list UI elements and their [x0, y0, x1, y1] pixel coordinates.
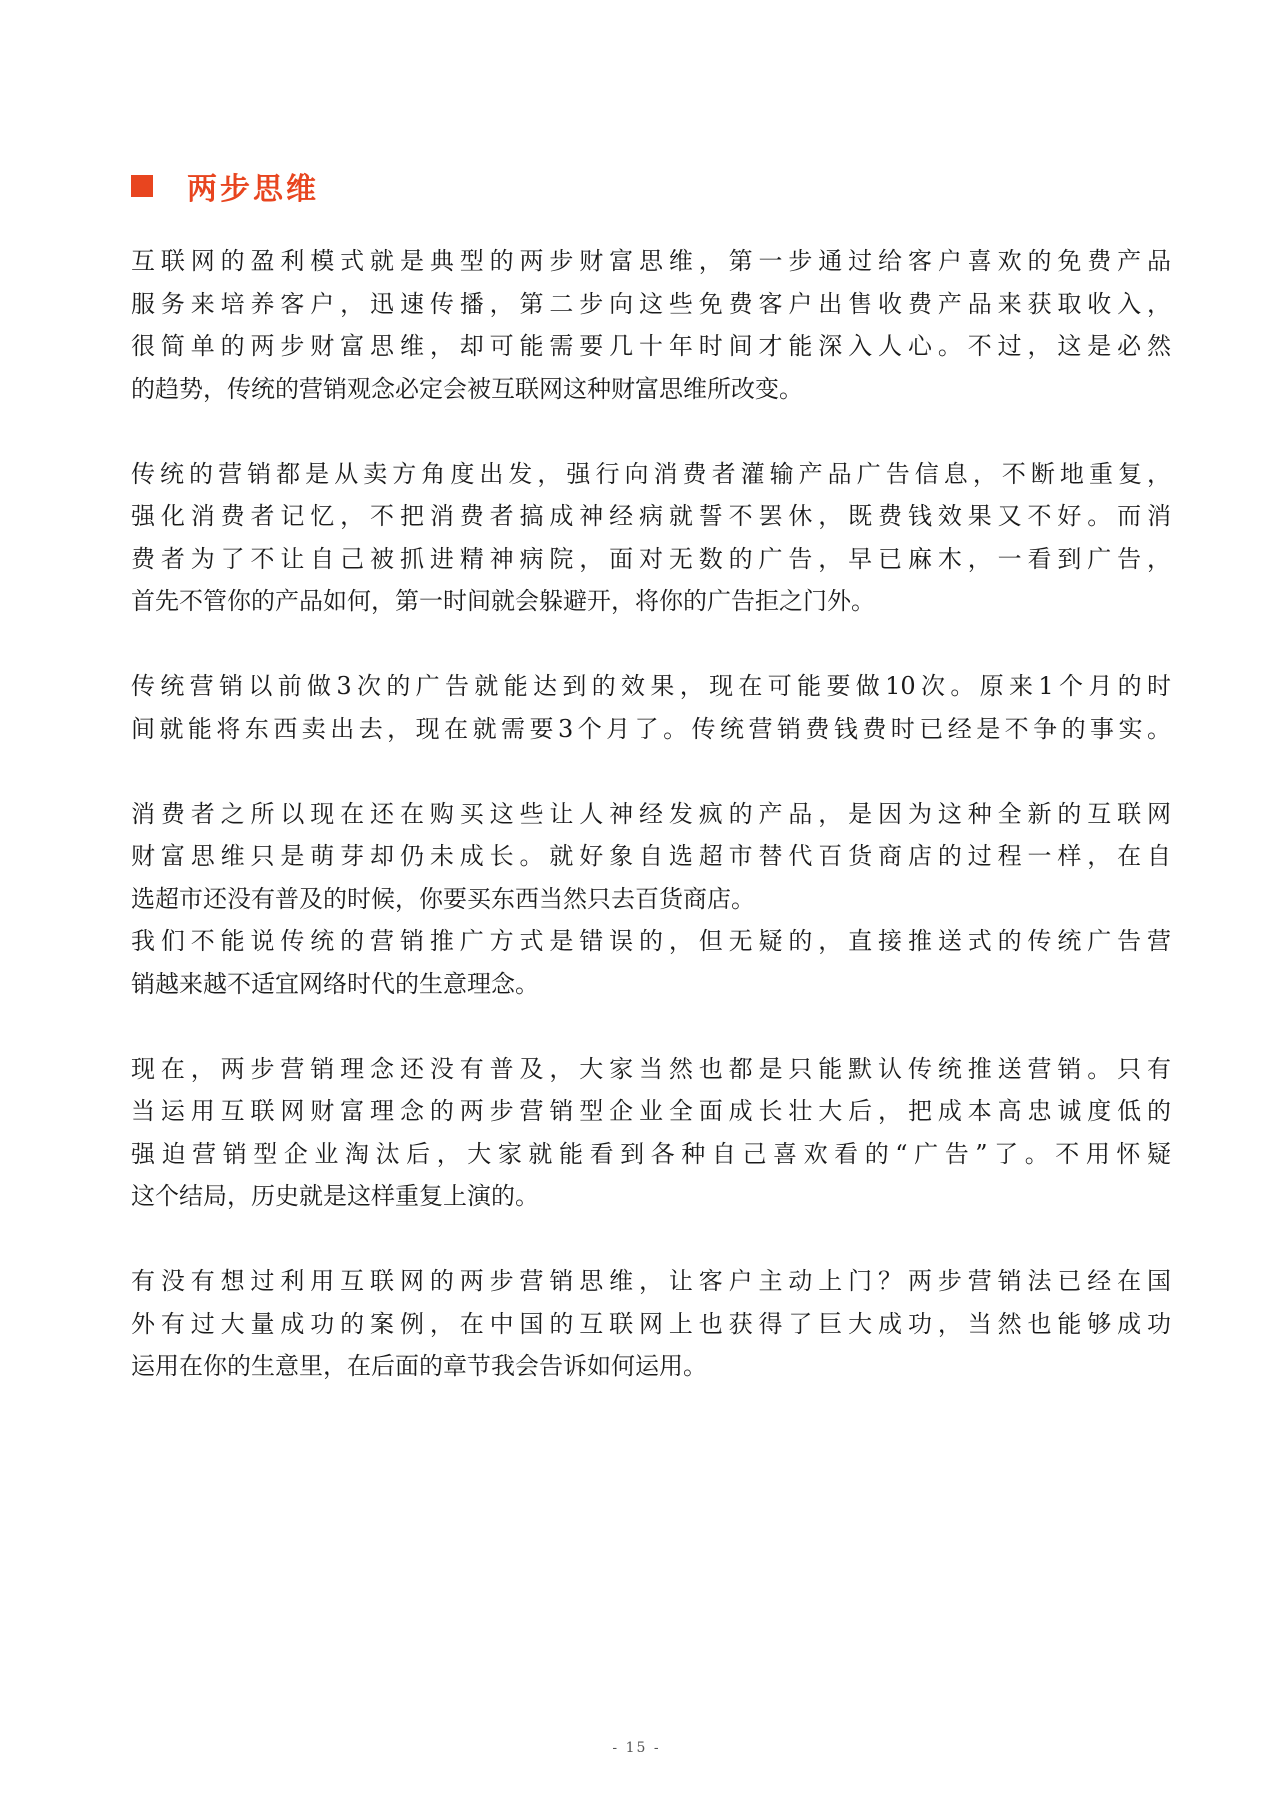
text-line: 有没有想过利用互联网的两步营销思维，让客户主动上门？两步营销法已经在国 — [131, 1267, 1171, 1295]
paragraph — [131, 1048, 1171, 1218]
filled-square-icon — [131, 175, 153, 197]
text-line: 我们不能说传统的营销推广方式是错误的，但无疑的，直接推送式的传统广告营 — [131, 927, 1171, 955]
text-line: 强化消费者记忆，不把消费者搞成神经病就誓不罢休，既费钱效果又不好。而消 — [131, 502, 1171, 530]
text-line: 运用在你的生意里，在后面的章节我会告诉如何运用。 — [131, 1352, 707, 1380]
text-line: 财富思维只是萌芽却仍未成长。就好象自选超市替代百货商店的过程一样，在自 — [131, 842, 1171, 870]
text-line: 传统的营销都是从卖方角度出发，强行向消费者灌输产品广告信息，不断地重复， — [131, 459, 1171, 488]
page-number: - 15 - — [612, 1740, 661, 1756]
text-line: 互联网的盈利模式就是典型的两步财富思维，第一步通过给客户喜欢的免费产品 — [131, 247, 1171, 275]
text-line: 的趋势，传统的营销观念必定会被互联网这种财富思维所改变。 — [131, 374, 803, 403]
text-line: 首先不管你的产品如何，第一时间就会躲避开，将你的广告拒之门外。 — [131, 587, 875, 615]
paragraph — [131, 665, 1171, 750]
paragraph — [131, 240, 1171, 410]
text-line: 传统营销以前做3次的广告就能达到的效果，现在可能要做10次。原来1个月的时 — [131, 672, 1171, 700]
text-line: 这个结局，历史就是这样重复上演的。 — [131, 1182, 539, 1210]
text-line: 当运用互联网财富理念的两步营销型企业全面成长壮大后，把成本高忠诚度低的 — [131, 1097, 1171, 1125]
body-text — [131, 240, 1171, 1388]
text-line: 间就能将东西卖出去，现在就需要3个月了。传统营销费钱费时已经是不争的事实。 — [131, 714, 1171, 743]
section-heading — [131, 164, 319, 208]
text-line: 强迫营销型企业淘汰后，大家就能看到各种自己喜欢看的“广告”了。不用怀疑 — [131, 1139, 1171, 1168]
paragraph — [131, 793, 1171, 1006]
text-line: 消费者之所以现在还在购买这些让人神经发疯的产品，是因为这种全新的互联网 — [131, 799, 1171, 828]
text-line: 销越来越不适宜网络时代的生意理念。 — [131, 969, 539, 998]
paragraph — [131, 453, 1171, 623]
text-line: 选超市还没有普及的时候，你要买东西当然只去百货商店。 — [131, 884, 755, 913]
text-line: 很简单的两步财富思维，却可能需要几十年时间才能深入人心。不过，这是必然 — [131, 332, 1171, 360]
section-title: 两步思维 — [187, 172, 319, 207]
text-line: 外有过大量成功的案例，在中国的互联网上也获得了巨大成功，当然也能够成功 — [131, 1309, 1171, 1338]
paragraph — [131, 1260, 1171, 1388]
text-line: 服务来培养客户，迅速传播，第二步向这些免费客户出售收费产品来获取收入， — [131, 289, 1171, 318]
text-line: 费者为了不让自己被抓进精神病院，面对无数的广告，早已麻木，一看到广告， — [131, 544, 1171, 573]
text-line: 现在，两步营销理念还没有普及，大家当然也都是只能默认传统推送营销。只有 — [131, 1054, 1171, 1083]
